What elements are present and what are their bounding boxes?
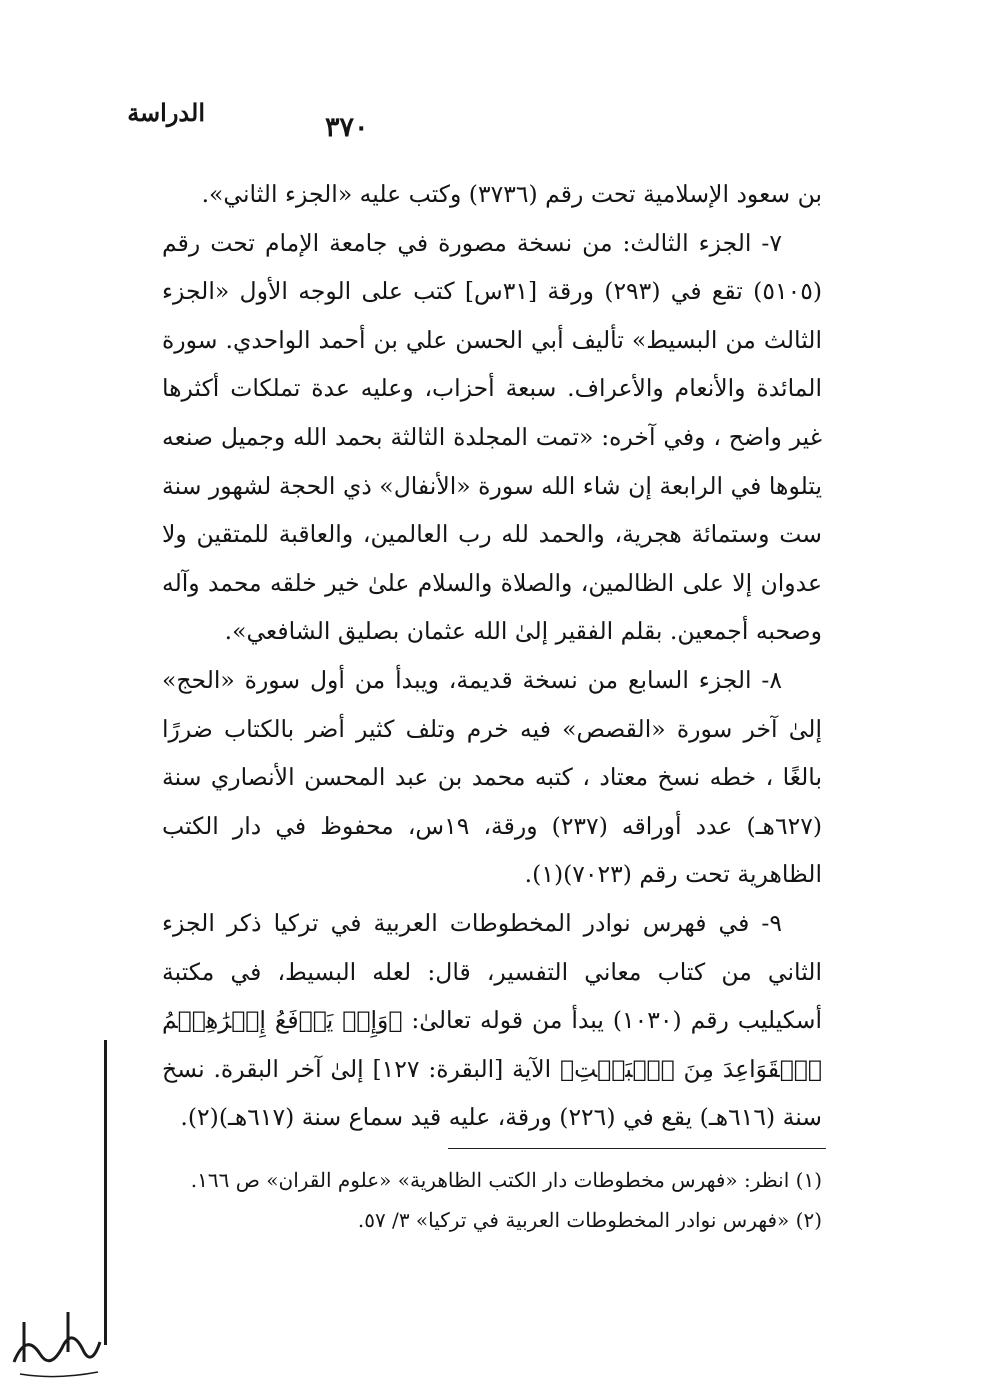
paragraph-item-7: ٧- الجزء الثالث: من نسخة مصورة في جامعة الإمام تحت رقم (٥١٠٥) تقع في (٢٩٣) ورقة [٣١س] كتب على الوجه الأول «الجزء الثالث من البسيط» تأليف أبي الحسن علي بن أحمد الواحدي. سورة المائدة والأنعام والأعراف. سبعة أحزاب، وعليه عدة تملكات أكثرها غير واضح ، وفي آخره: «تمت المجلدة الثالثة بحمد الله وجميل صنعه يتلوها في الرابعة إن شاء الله سورة «الأنفال» ذي الحجة لشهور سنة ست وستمائة هجرية، والحمد لله رب العالمين، والعاقبة للمتقين ولا عدوان إلا على الظالمين، والصلاة والسلام علىٰ خير خلقه محمد وآله وصحبه أجمعين. بقلم الفقير إلىٰ الله عثمان بصليق الشافعي». <box>162 228 822 646</box>
paragraph-continuation: بن سعود الإسلامية تحت رقم (٣٧٣٦) وكتب عليه «الجزء الثاني». <box>201 180 822 208</box>
footnote-2: (٢) «فهرس نوادر المخطوطات العربية في تركيا» ٣/ ٥٧. <box>357 1208 822 1232</box>
footnote-1: (١) انظر: «فهرس مخطوطات دار الكتب الظاهرية» «علوم القران» ص ١٦٦. <box>190 1168 822 1192</box>
running-header-section-title: الدراسة <box>127 98 205 127</box>
paragraph-item-9: ٩- في فهرس نوادر المخطوطات العربية في تركيا ذكر الجزء الثاني من كتاب معاني التفسير، قال: لعله البسيط، في مكتبة أسكيليب رقم (١٠٣٠) يبدأ من قوله تعالىٰ: ﴿وَإِذۡ يَرۡفَعُ إِبۡرَٰهِـۧمُ ٱلۡقَوَاعِدَ مِنَ ٱلۡبَيۡتِ﴾ الآية [البقرة: ١٢٧] إلىٰ آخر البقرة. نسخ سنة (٦١٦هـ) يقع في (٢٢٦) ورقة، عليه قيد سماع سنة (٦١٧هـ)(٢). <box>162 908 823 1132</box>
publisher-stamp-logo <box>6 1292 106 1382</box>
paragraph-item-8: ٨- الجزء السابع من نسخة قديمة، ويبدأ من أول سورة «الحج» إلىٰ آخر سورة «القصص» فيه خرم وتلف كثير أضر بالكتاب ضررًا بالغًا ، خطه نسخ معتاد ، كتبه محمد بن عبد المحسن الأنصاري سنة (٦٢٧هـ) عدد أوراقه (٢٣٧) ورقة، ١٩س، محفوظ في دار الكتب الظاهرية تحت رقم (٧٠٢٣)(١). <box>162 665 822 889</box>
stamp-calligraphy-icon <box>6 1292 106 1382</box>
footnote-separator <box>448 1148 826 1149</box>
main-text <box>162 170 822 1142</box>
page-number: ٣٧٠ <box>325 112 369 143</box>
footnotes <box>162 1160 822 1240</box>
